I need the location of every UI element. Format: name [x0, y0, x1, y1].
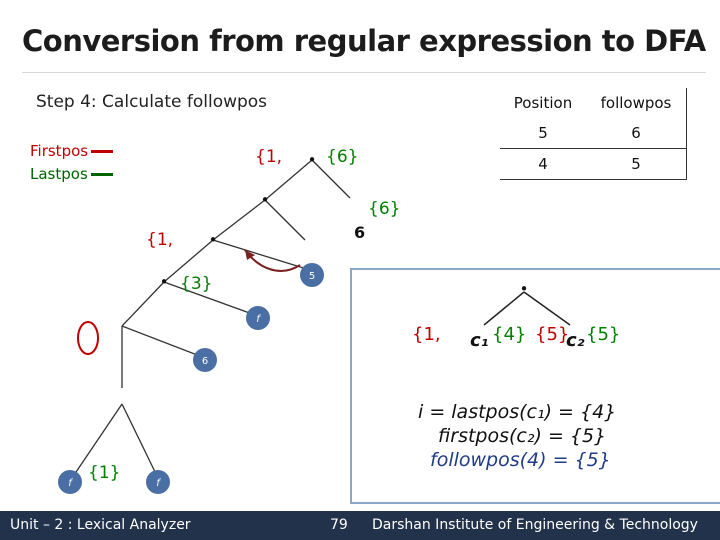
root-lastpos: {6}	[326, 147, 359, 167]
footer-unit: Unit – 2 : Lexical Analyzer	[10, 517, 191, 533]
legend-firstpos-label: Firstpos	[30, 142, 89, 160]
leaf-node-f-left-label: f	[68, 478, 72, 489]
panel-dot: •	[519, 280, 529, 298]
table-cell: 4	[500, 149, 586, 180]
leaf-right-lastpos: {6}	[368, 199, 401, 219]
leaf-one-lastpos: {1}	[88, 463, 121, 483]
tree-node-dot: •	[307, 151, 317, 169]
equation-firstpos: firstpos(c₂) = {5}	[438, 425, 607, 447]
low-lastpos: {3}	[180, 274, 213, 294]
table-cell: 5	[586, 149, 687, 180]
leaf-node-6-label: 6	[201, 356, 209, 367]
leaf-node-f-bottom-label: f	[156, 478, 160, 489]
leaf-right-position: 6	[354, 223, 366, 242]
c1-label: c₁	[470, 330, 489, 351]
footer-bar	[0, 511, 720, 540]
footer-institute: Darshan Institute of Engineering & Technology	[372, 517, 698, 533]
equation-followpos: followpos(4) = {5}	[430, 449, 611, 471]
table-cell: 5	[500, 118, 586, 149]
step-heading: Step 4: Calculate followpos	[36, 92, 268, 112]
leaf-node-5-label: 5	[308, 271, 316, 282]
tree-node-dot: •	[159, 273, 169, 291]
panel-firstpos: {1,	[412, 324, 441, 345]
c2-lastpos: {5}	[586, 324, 621, 345]
mid-firstpos: {1,	[146, 230, 174, 250]
root-firstpos: {1,	[255, 147, 283, 167]
leaf-node-f-label: f	[256, 314, 260, 325]
tree-node-dot: •	[208, 231, 218, 249]
c2-label: c₂	[566, 330, 585, 351]
table-header-position: Position	[513, 94, 573, 112]
footer-page-number: 79	[330, 517, 348, 533]
table-header-followpos: followpos	[586, 88, 687, 118]
tree-node-dot: •	[260, 191, 270, 209]
legend-lastpos-label: Lastpos	[30, 165, 88, 183]
table-cell: 6	[586, 118, 687, 149]
slide-title: Conversion from regular expression to DFA	[22, 24, 706, 58]
c2-firstpos: {5}	[535, 324, 570, 345]
c1-lastpos: {4}	[492, 324, 527, 345]
equation-lastpos: i = lastpos(c₁) = {4}	[418, 401, 617, 423]
